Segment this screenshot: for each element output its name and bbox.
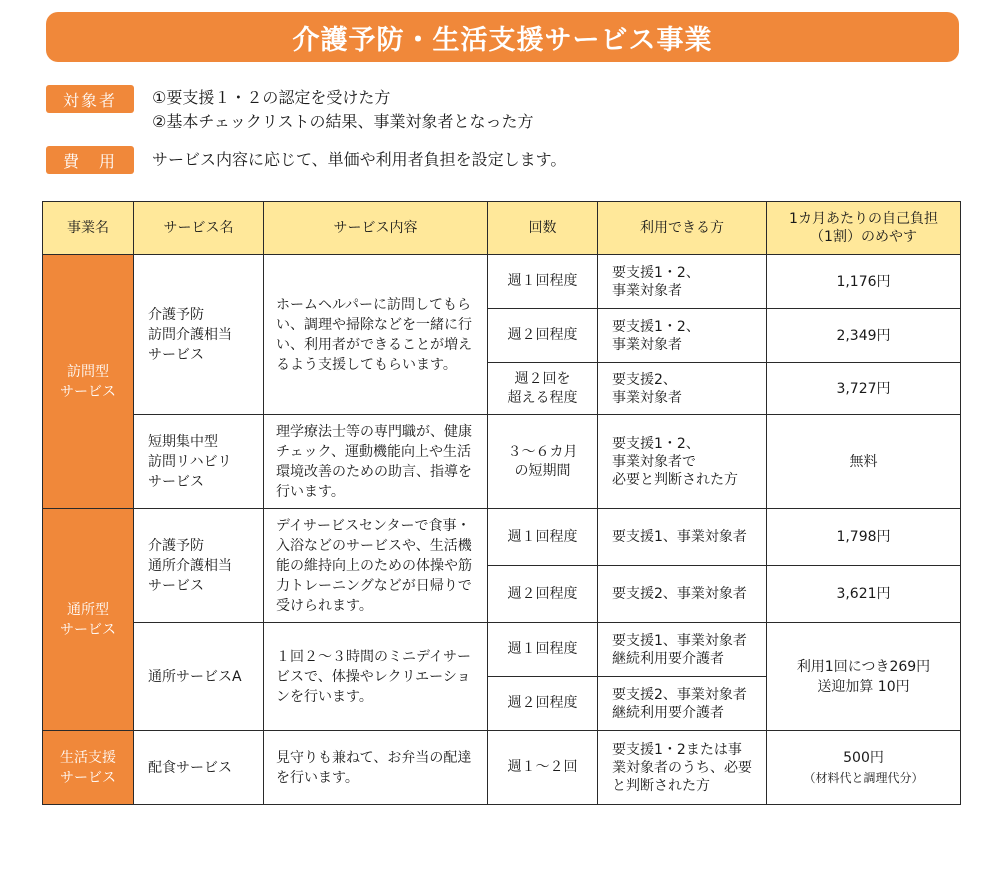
service-name-meal: 配食サービス [134, 731, 264, 805]
group-day-line1: 通所型 [67, 601, 109, 618]
eligible-cell: 要支援1・2または事業対象者のうち、必要と判断された方 [598, 731, 767, 805]
header-frequency: 回数 [488, 202, 598, 255]
frequency-cell: 週１回程度 [488, 509, 598, 566]
eligible-line: 要支援2、事業対象者 [612, 686, 747, 703]
service-name-day-a: 通所サービスA [134, 623, 264, 731]
header-service: サービス名 [134, 202, 264, 255]
cost-label: 費 用 [46, 146, 134, 174]
table-row [43, 509, 961, 566]
group-life [43, 731, 134, 805]
service-table [42, 201, 961, 805]
eligible-line: 継続利用要介護者 [612, 704, 724, 721]
target-line-2: ②基本チェックリストの結果、事業対象者となった方 [152, 112, 534, 131]
header-cost-line2: （1割）のめやす [810, 229, 917, 245]
frequency-cell: 週２回程度 [488, 566, 598, 623]
service-content-visit-care: ホームヘルパーに訪問してもらい、調理や掃除などを一緒に行い、利用者ができることが増えるよう支援してもらいます。 [264, 255, 488, 415]
group-life-line2: サービス [60, 769, 116, 786]
table-row [43, 415, 961, 509]
header-cost [767, 202, 961, 255]
cost-cell [767, 731, 961, 805]
header-business: 事業名 [43, 202, 134, 255]
target-line-1: ①要支援１・２の認定を受けた方 [152, 88, 391, 107]
eligible-cell [598, 623, 767, 677]
header-content: サービス内容 [264, 202, 488, 255]
cost-note: （材料代と調理代分） [803, 770, 924, 785]
eligible-cell [598, 309, 767, 363]
eligible-cell: 要支援1、事業対象者 [598, 509, 767, 566]
service-name-line: 介護予防 [148, 306, 204, 323]
group-life-line1: 生活支援 [60, 749, 116, 766]
service-name-line: 短期集中型 [148, 433, 218, 450]
group-day-line2: サービス [60, 621, 116, 638]
service-name-line: 通所介護相当 [148, 557, 232, 574]
cost-line: 500円 [843, 749, 884, 766]
cost-line: 送迎加算 10円 [817, 678, 910, 695]
cost-line: 利用1回につき269円 [796, 658, 931, 675]
header-eligible: 利用できる方 [598, 202, 767, 255]
cost-cell: 3,727円 [767, 363, 961, 415]
eligible-line: 要支援1、事業対象者 [612, 632, 747, 649]
eligible-line: 要支援2、 [612, 371, 677, 388]
service-content-day-a: １回２～３時間のミニデイサービスで、体操やレクリエーションを行います。 [264, 623, 488, 731]
page-title: 介護予防・生活支援サービス事業 [46, 12, 959, 62]
eligible-cell [598, 363, 767, 415]
service-content-meal: 見守りも兼ねて、お弁当の配達を行います。 [264, 731, 488, 805]
table-row [43, 731, 961, 805]
cost-cell: 3,621円 [767, 566, 961, 623]
eligible-line: 要支援1・2、 [612, 318, 700, 335]
frequency-cell [488, 415, 598, 509]
service-name-visit-care [134, 255, 264, 415]
service-name-line: 訪問介護相当 [148, 326, 232, 343]
table-row [43, 255, 961, 309]
frequency-cell: 週１～２回 [488, 731, 598, 805]
cost-cell: 2,349円 [767, 309, 961, 363]
cost-cell: 1,798円 [767, 509, 961, 566]
frequency-cell: 週２回程度 [488, 677, 598, 731]
target-label: 対象者 [46, 85, 134, 113]
service-name-line: サービス [148, 346, 204, 363]
target-description [152, 86, 534, 134]
eligible-line: 事業対象者 [612, 282, 682, 299]
table-row [43, 623, 961, 677]
frequency-line: の短期間 [514, 462, 571, 479]
eligible-line: 事業対象者 [612, 389, 682, 406]
frequency-line: 超える程度 [507, 389, 578, 406]
table-header-row [43, 202, 961, 255]
frequency-line: ３～６カ月 [507, 443, 578, 460]
eligible-cell [598, 415, 767, 509]
service-name-day-care [134, 509, 264, 623]
eligible-line: 要支援1・2、 [612, 264, 700, 281]
frequency-cell [488, 363, 598, 415]
group-visit-line1: 訪問型 [67, 363, 109, 380]
frequency-cell: 週２回程度 [488, 309, 598, 363]
service-content-day-care: デイサービスセンターで食事・入浴などのサービスや、生活機能の維持向上のための体操や筋力トレーニングなどが日帰りで受けられます。 [264, 509, 488, 623]
header-cost-line1: 1カ月あたりの自己負担 [789, 211, 938, 227]
cost-description: サービス内容に応じて、単価や利用者負担を設定します。 [152, 150, 567, 169]
eligible-line: 要支援1・2、 [612, 435, 700, 452]
cost-cell [767, 623, 961, 731]
eligible-line: 継続利用要介護者 [612, 650, 724, 667]
eligible-cell [598, 255, 767, 309]
group-visit [43, 255, 134, 509]
eligible-cell [598, 677, 767, 731]
eligible-line: 必要と判断された方 [612, 471, 738, 488]
eligible-cell: 要支援2、事業対象者 [598, 566, 767, 623]
service-name-line: サービス [148, 473, 204, 490]
frequency-line: 週２回を [514, 370, 571, 387]
service-name-line: 訪問リハビリ [148, 453, 232, 470]
frequency-cell: 週１回程度 [488, 623, 598, 677]
cost-cell: 無料 [767, 415, 961, 509]
frequency-cell: 週１回程度 [488, 255, 598, 309]
service-name-line: サービス [148, 577, 204, 594]
service-name-line: 介護予防 [148, 537, 204, 554]
service-name-visit-rehab [134, 415, 264, 509]
group-day [43, 509, 134, 731]
group-visit-line2: サービス [60, 383, 116, 400]
service-content-visit-rehab: 理学療法士等の専門職が、健康チェック、運動機能向上や生活環境改善のための助言、指導を行います。 [264, 415, 488, 509]
cost-cell: 1,176円 [767, 255, 961, 309]
eligible-line: 事業対象者で [612, 453, 696, 470]
eligible-line: 事業対象者 [612, 336, 682, 353]
